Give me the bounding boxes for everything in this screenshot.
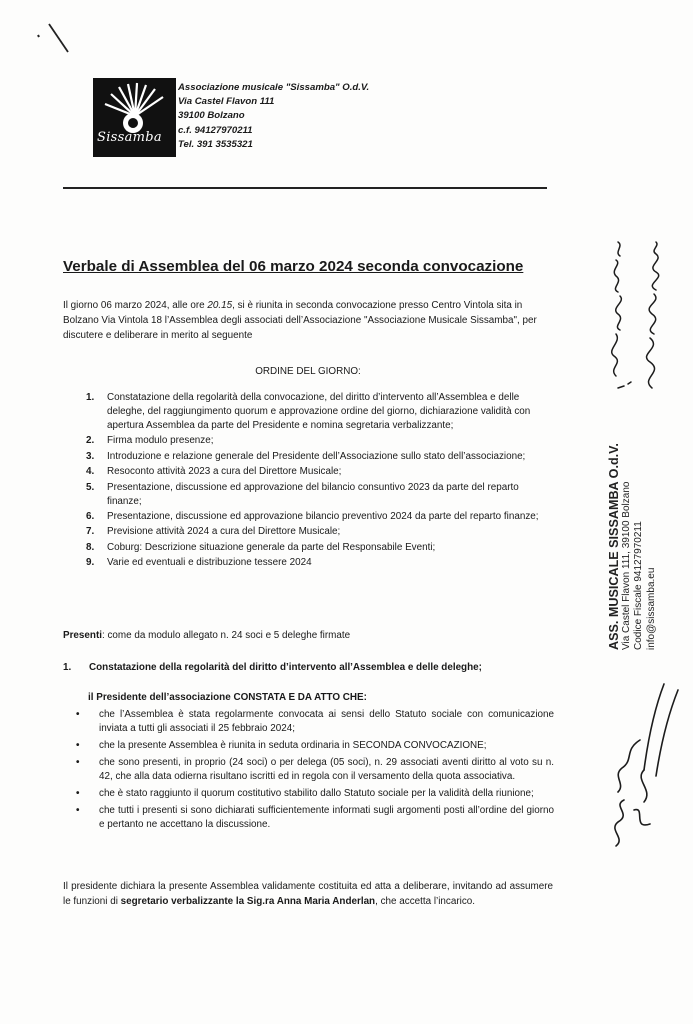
- stamp-tax-code: Codice Fiscale 94127970211: [633, 521, 645, 650]
- agenda-text: Presentazione, discussione ed approvazione del bilancio consuntivo 2023 da parte del reparto finanze;: [107, 481, 519, 507]
- agenda-number: 8.: [86, 541, 95, 553]
- stamp-email: info@sissamba.eu: [645, 567, 657, 650]
- agenda-text: Varie ed eventuali e distribuzione tessere 2024: [107, 557, 312, 569]
- agenda-item: [86, 434, 556, 448]
- org-city: 39100 Bolzano: [178, 110, 245, 122]
- secretary-appointment: segretario verbalizzante la Sig.ra Anna Maria Anderlan: [120, 896, 376, 907]
- agenda-text: Introduzione e relazione generale del Presidente dell’Associazione sullo stato dell’associazione;: [107, 450, 526, 462]
- closing-text-end: , che accetta l’incarico.: [375, 896, 476, 907]
- agenda-number: 5.: [86, 481, 95, 493]
- bullet-icon: •: [76, 788, 80, 799]
- agenda-number: 3.: [86, 450, 95, 462]
- logo-wordmark: Sissamba: [97, 130, 162, 145]
- document-title: Verbale di Assemblea del 06 marzo 2024 seconda convocazione: [63, 258, 524, 275]
- org-phone: Tel. 391 3535321: [178, 138, 253, 150]
- bullet-icon: •: [76, 757, 80, 768]
- pen-mark: [36, 20, 76, 60]
- agenda-text: Constatazione della regolarità della convocazione, del diritto d’intervento all’Assemblea e delle deleghe, del raggiungimento quorum e approvazione ordine del giorno, dichiarazione validità con apertura Assemblea da parte del Presidente e nomina segretaria verbalizzante;: [107, 392, 531, 431]
- closing-text: Il presidente dichiara la presente Assemblea validamente costituita ed atta a deliberare, invitando ad assumere le funzioni di: [63, 881, 553, 907]
- agenda-text: Previsione attività 2024 a cura del Direttore Musicale;: [107, 526, 341, 538]
- section-title: Constatazione della regolarità del diritto d’intervento all’Assemblea e delle deleghe;: [89, 662, 482, 673]
- agenda-item: [86, 391, 556, 433]
- bullet-icon: •: [76, 709, 80, 720]
- agenda-number: 2.: [86, 435, 95, 447]
- agenda-text: Presentazione, discussione ed approvazione bilancio preventivo 2024 da parte del reparto finanze;: [107, 510, 539, 522]
- agenda-item: [86, 465, 556, 479]
- agenda-heading: ORDINE DEL GIORNO:: [255, 366, 361, 377]
- agenda-item: [86, 556, 556, 570]
- organization-address: [178, 81, 369, 152]
- stamp-address: Via Castel Flavon 111, 39100 Bolzano: [620, 481, 632, 650]
- finding-text: che l’Assemblea è stata regolarmente convocata ai sensi dello Statuto sociale con comunicazione inviata a tutti gli associati il 25 febbraio 2024;: [99, 709, 554, 734]
- agenda-item: [86, 525, 556, 539]
- attendance-label: Presenti: [63, 630, 102, 641]
- finding-text: che sono presenti, in proprio (24 soci) o per delega (05 soci), n. 29 associati aventi diritto al voto su n. 42, che alla data odierna risultano iscritti ed in regola con il versamento della quota associativa.: [99, 757, 554, 782]
- agenda-number: 4.: [86, 466, 95, 478]
- stamp-name: ASS. MUSICALE SISSAMBA O.d.V.: [607, 443, 621, 650]
- agenda-item: [86, 481, 556, 509]
- agenda-item: [86, 541, 556, 555]
- finding-item: [76, 739, 554, 753]
- finding-item: [76, 787, 554, 801]
- agenda-item: [86, 510, 556, 524]
- sissamba-logo: [93, 78, 176, 157]
- finding-item: [76, 756, 554, 784]
- sun-logo-icon: [93, 78, 176, 157]
- agenda-number: 6.: [86, 510, 95, 522]
- closing-paragraph: [63, 879, 553, 909]
- section-1-heading: [63, 660, 553, 675]
- agenda-number: 1.: [86, 392, 95, 403]
- president-signature: [604, 680, 684, 850]
- org-name: Associazione musicale "Sissamba" O.d.V.: [178, 82, 370, 93]
- intro-paragraph: [63, 298, 553, 343]
- agenda-item: [86, 450, 556, 464]
- header-divider: [63, 187, 547, 189]
- agenda-number: 9.: [86, 557, 95, 569]
- org-tax-code: c.f. 94127970211: [178, 124, 253, 136]
- agenda-list: [86, 391, 556, 572]
- section-number: 1.: [63, 662, 72, 673]
- attendance-text: : come da modulo allegato n. 24 soci e 5 deleghe firmate: [101, 630, 351, 641]
- intro-text-end: , si è riunita in seconda convocazione presso Centro Vintola sita in Bolzano Via Vintola 18 l’Assemblea degli associati dell’Associazione "Associazione Musicale Sissamba", per discutere e deliberare in merito al seguente: [63, 300, 537, 341]
- bullet-icon: •: [76, 805, 80, 816]
- findings-list: [76, 708, 554, 835]
- meeting-time: 20.15: [207, 300, 233, 311]
- agenda-number: 7.: [86, 526, 95, 538]
- association-stamp: [608, 443, 658, 650]
- finding-text: che è stato raggiunto il quorum costitutivo stabilito dallo Statuto sociale per la validità della riunione;: [99, 788, 534, 799]
- secretary-handwriting: [604, 238, 684, 398]
- agenda-text: Resoconto attività 2023 a cura del Direttore Musicale;: [107, 466, 342, 478]
- finding-text: che la presente Assemblea è riunita in seduta ordinaria in SECONDA CONVOCAZIONE;: [99, 740, 487, 751]
- agenda-text: Firma modulo presenze;: [107, 435, 214, 447]
- agenda-text: Coburg: Descrizione situazione generale da parte del Responsabile Eventi;: [107, 541, 436, 553]
- bullet-icon: •: [76, 740, 80, 751]
- finding-text: che tutti i presenti si sono dichiarati sufficientemente informati sugli argomenti posti all’ordine del giorno e pertanto ne accettano la discussione.: [99, 805, 554, 830]
- finding-item: [76, 804, 554, 832]
- org-street: Via Castel Flavon 111: [178, 96, 275, 108]
- attendance-line: [63, 628, 553, 643]
- finding-item: [76, 708, 554, 736]
- intro-text-start: Il giorno 06 marzo 2024, alle ore: [63, 300, 208, 311]
- president-statement: il Presidente dell’associazione CONSTATA E DA ATTO CHE:: [88, 692, 367, 703]
